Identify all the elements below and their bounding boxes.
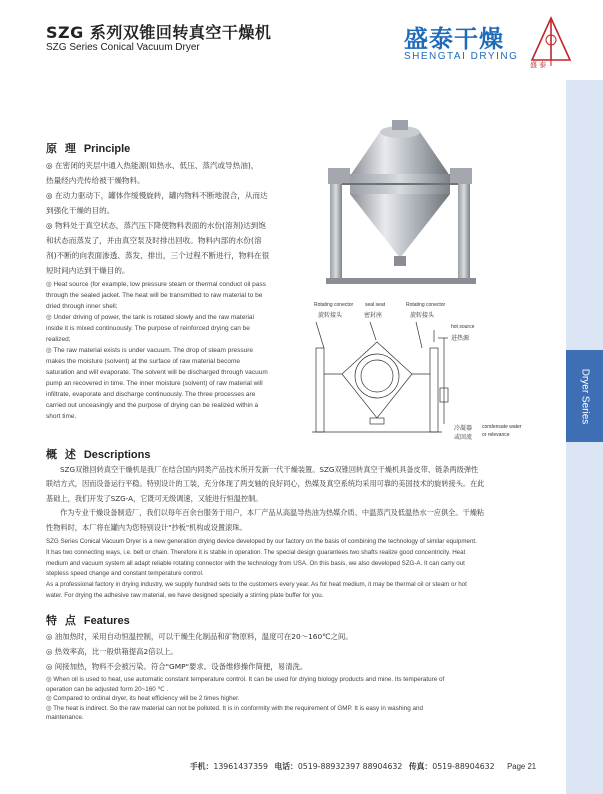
label-hot-source-zh: 进热源 bbox=[451, 335, 470, 342]
principle-zh-line: ◎ 物料处于真空状态，蒸汽压下降使物料表面的水份(溶剂)达到饱 bbox=[46, 221, 266, 230]
features-title-zh: 特 点 bbox=[46, 614, 78, 627]
label-condensate-zh-2: 或回流 bbox=[454, 434, 473, 441]
descriptions-en-line: stepless speed change and constant temperature control. bbox=[46, 570, 204, 578]
features-zh-line: ◎ 油加热时，采用自动恒温控制，可以干燥生化制品和矿物原料，温度可在20～160℃之间。 bbox=[46, 632, 353, 641]
descriptions-zh-line: 性物料时，本厂将在罐内为您特别设计"抄板"机构或设置滚珠。 bbox=[46, 522, 247, 532]
descriptions-heading bbox=[46, 446, 150, 462]
descriptions-title-zh: 概 述 bbox=[46, 448, 78, 461]
label-condensate-en-2: or relevance bbox=[482, 432, 510, 438]
descriptions-en-line: SZG Series Conical Vacuum Dryer is a new generation drying device developed by our factory on the basis of combining the technology of similar equipment. bbox=[46, 538, 477, 545]
side-tab-label: Dryer Series bbox=[579, 368, 591, 424]
label-rotating-connector-2-en: Rotating conector bbox=[406, 302, 446, 308]
principle-en-line: carried out unceasingly and the purpose of drying can be realized within a bbox=[46, 402, 259, 409]
label-rotating-connector-2-zh: 旋转接头 bbox=[410, 312, 435, 319]
label-seal-seat-en: seal seat bbox=[365, 302, 386, 308]
principle-zh-line: 到强化干燥的目的。 bbox=[46, 206, 115, 215]
descriptions-zh-line: 联结方式，因而设备运行平稳。特别设计的工装，充分体现了两支轴的良好同心，热媒及真空系统均采用可靠的美国技术的旋转接头。在此 bbox=[46, 479, 485, 489]
features-en-line: ◎ Compared to ordinal dryer, its heat efficiency will be 2 times higher. bbox=[46, 695, 240, 703]
principle-en-line: through the sealed jacket. The heat will be transmitted to raw material to be bbox=[46, 292, 263, 299]
principle-en-line: makes the moisture (solvent) at the surface of raw material become bbox=[46, 358, 240, 365]
features-zh-line: ◎ 间接加热，物料不会被污染。符合"GMP"要求。设备维修操作简便，易清洗。 bbox=[46, 662, 308, 671]
page-title-zh: SZG 系列双锥回转真空干燥机 bbox=[46, 23, 272, 42]
principle-zh-line: 热量经内壳传给被干燥物料。 bbox=[46, 176, 145, 185]
principle-zh-line: 和状态而蒸发了，并由真空泵及时排出回收。物料内部的水份(溶 bbox=[46, 236, 262, 245]
mobile-label: 手机： bbox=[190, 762, 214, 771]
principle-zh-line: 剂)不断的向表面渗透、蒸发、排出，三个过程不断进行，物料在很 bbox=[46, 251, 270, 260]
principle-zh-line: 短时间内达到干燥目的。 bbox=[46, 266, 130, 275]
principle-en-line: pump an recovered in time. The inner moisture (solvent) of raw material will bbox=[46, 380, 263, 387]
principle-zh-text bbox=[46, 158, 306, 278]
descriptions-en-line: As a professional factory in drying industry, we supply hundred sets to the customers every year. As for heat medium, it may be thermal oil or steam or hot bbox=[46, 581, 467, 589]
features-en-line: maintenance. bbox=[46, 714, 84, 722]
descriptions-zh-line: 作为专业干燥设备制造厂，我们以每年百余台服务于用户，本厂产品从高温导热油为热媒介质、中温蒸汽及低温热水一应俱全。干燥粘 bbox=[60, 508, 485, 518]
fax-number: 0519-88904632 bbox=[432, 762, 495, 771]
descriptions-zh-line: SZG双锥回转真空干燥机是我厂在结合国内同类产品技术所开发新一代干燥装置。SZG双锥回转真空干燥机具备皮带、链条两级弹性 bbox=[60, 465, 479, 474]
principle-en-line: ◎ Heat source (for example, low pressure steam or thermal conduct oil pass bbox=[46, 281, 266, 288]
page-number: Page 21 bbox=[507, 762, 537, 771]
principle-en-text bbox=[46, 279, 298, 422]
footer-contact bbox=[190, 761, 536, 772]
principle-zh-line: ◎ 在动力驱动下，罐体作缓慢旋转，罐内物料不断地混合，从而达 bbox=[46, 191, 268, 200]
features-en-line: operation can be adjusted form 20~160 ℃ . bbox=[46, 685, 169, 693]
label-hot-source-en: hot source bbox=[451, 324, 475, 330]
label-seal-seat-zh: 密封座 bbox=[364, 312, 383, 319]
descriptions-en-line: It has two connecting ways, i.e. belt or chain. Therefore it is stable in operation. The special design guarantees two shafts realize good concentricity. Heat bbox=[46, 548, 466, 556]
principle-en-line: realized; bbox=[46, 336, 71, 343]
features-en-line: ◎ When oil is used to heat, use automatic constant temperature control. It can be used for drying biology products and mine. Its temperature of bbox=[46, 676, 445, 683]
logo-text: 盛 泰 bbox=[530, 61, 547, 69]
principle-en-line: short time. bbox=[46, 413, 77, 420]
principle-heading bbox=[46, 140, 130, 156]
principle-en-line: saturation and will evaporate. The solvent will be discharged through vacuum bbox=[46, 369, 268, 376]
features-heading bbox=[46, 612, 130, 628]
label-rotating-connector-1-en: Rotating conector bbox=[314, 302, 354, 308]
principle-en-line: inside it is mixed continuously. The purpose of reinforced drying can be bbox=[46, 325, 250, 332]
mobile-number: 13961437359 bbox=[213, 762, 268, 771]
descriptions-title-en: Descriptions bbox=[83, 449, 151, 461]
page-title-en: SZG Series Conical Vacuum Dryer bbox=[46, 42, 200, 53]
features-zh-line: ◎ 热效率高，比一般烘箱提高2倍以上。 bbox=[46, 647, 178, 656]
principle-zh-line: ◎ 在密闭的夹层中通入热能源(如热水、低压、蒸汽或导热油)， bbox=[46, 161, 259, 170]
brand-name-zh: 盛泰干燥 bbox=[404, 25, 504, 53]
principle-en-line: ◎ The raw material exists is under vacuum. The drop of steam pressure bbox=[46, 347, 254, 354]
features-zh-text bbox=[46, 629, 566, 674]
phone-number: 0519-88932397 88904632 bbox=[297, 762, 403, 771]
descriptions-zh-line: 基础上，我们开发了SZG-A，它既可无级调速，又能进行恒温控制。 bbox=[46, 493, 263, 503]
side-tab bbox=[566, 350, 603, 442]
principle-en-line: infiltrate, evaporate and discharge continuously. The three processes are bbox=[46, 391, 256, 398]
brand-name-en: SHENGTAI DRYING bbox=[404, 51, 519, 62]
descriptions-zh-text bbox=[46, 463, 566, 535]
dryer-schematic bbox=[312, 318, 452, 438]
features-en-text bbox=[46, 675, 566, 723]
descriptions-en-line: water. For drying the adhesive raw material, we have designed specially a stirring plate buffer for you. bbox=[46, 591, 324, 599]
label-rotating-connector-1-zh: 旋转接头 bbox=[318, 312, 343, 319]
principle-title-zh: 原 理 bbox=[46, 142, 78, 155]
descriptions-en-text bbox=[46, 537, 566, 602]
fax-label: 传真： bbox=[408, 762, 433, 771]
principle-title-en: Principle bbox=[83, 143, 131, 155]
dryer-machine-photo bbox=[322, 118, 478, 288]
label-condensate-zh-1: 冷凝器 bbox=[454, 425, 473, 432]
principle-en-line: dried through inner shell; bbox=[46, 303, 118, 310]
features-en-line: ◎ The heat is indirect. So the raw material can not be polluted. It is in conformity with the requirement of GMP. It is easy in washing and bbox=[46, 704, 423, 712]
phone-label: 电话： bbox=[274, 762, 298, 771]
principle-en-line: ◎ Under driving of power, the tank is rotated slowly and the raw material bbox=[46, 314, 254, 321]
descriptions-en-line: medium and vacuum system all adapt reliable rotating connector with the technology from USA. On this basis, we also developed SZG-A. It can carry out bbox=[46, 559, 465, 567]
features-title-en: Features bbox=[83, 615, 130, 627]
label-condensate-en-1: condensate water bbox=[482, 424, 522, 430]
